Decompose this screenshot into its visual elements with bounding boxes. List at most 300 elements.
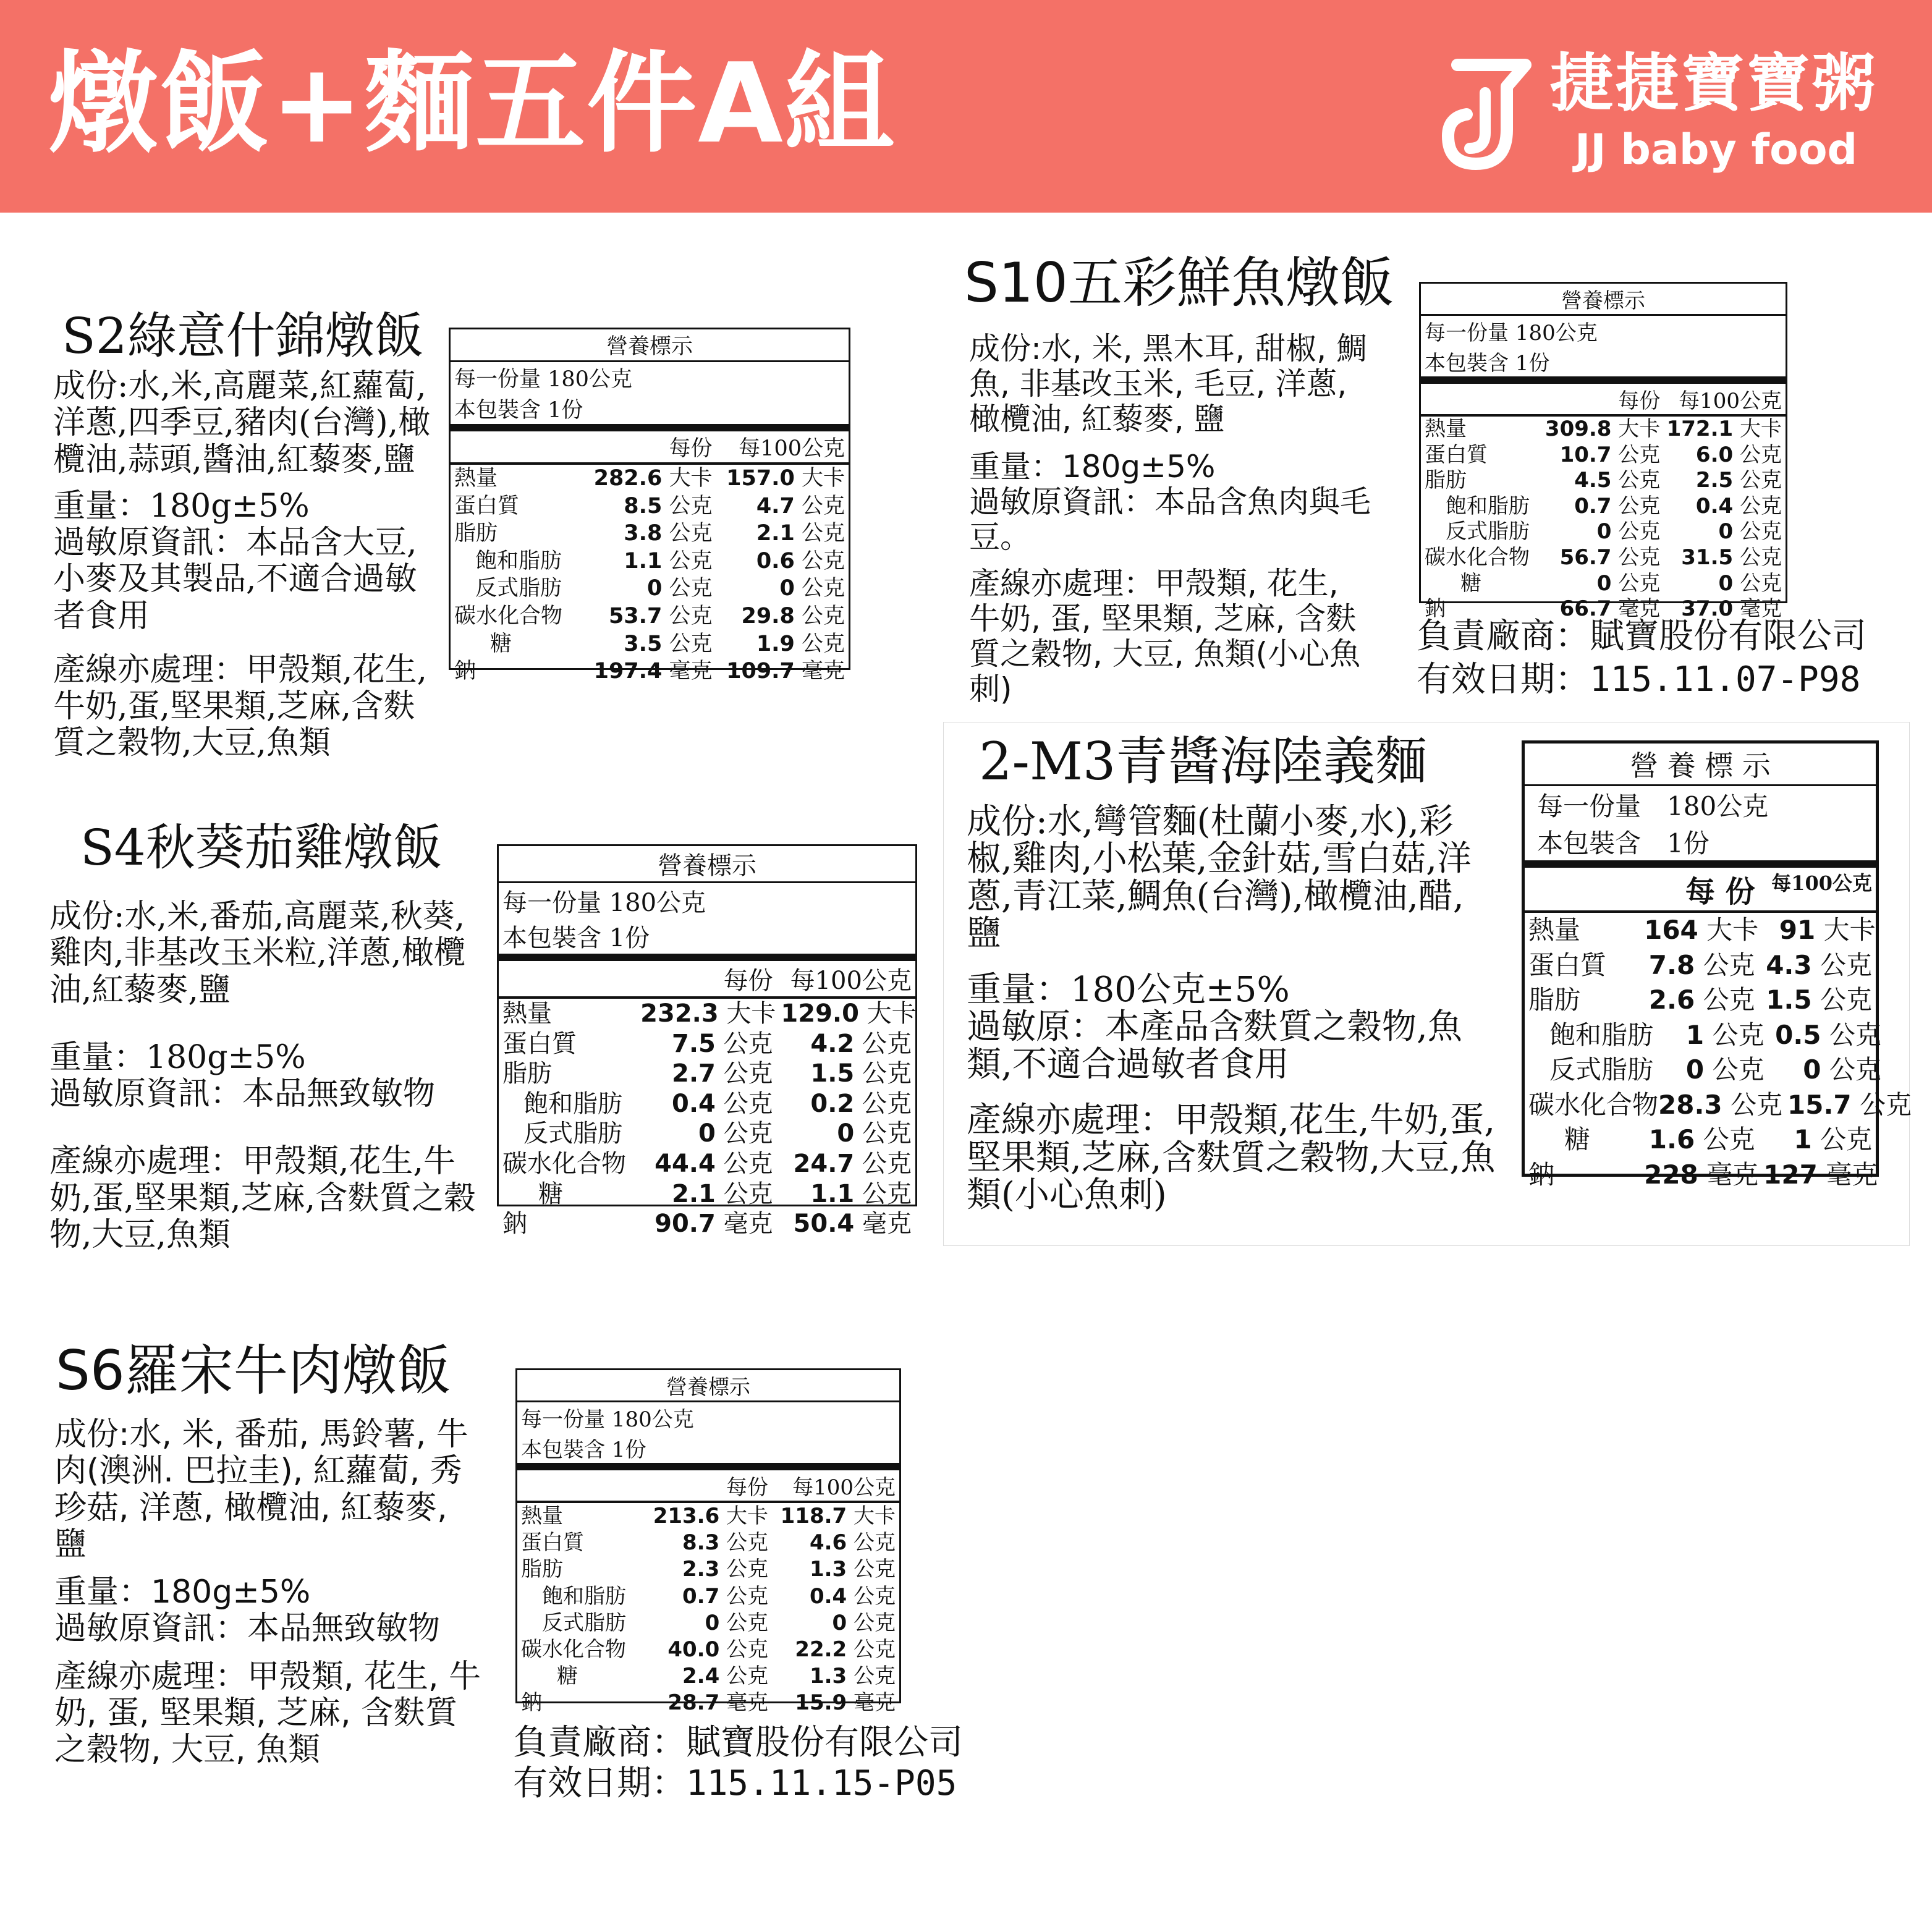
- nutrient-value: 3.8: [624, 521, 663, 546]
- nutrient-unit: 毫克: [723, 1210, 773, 1239]
- nutrient-unit: 公克: [1703, 1124, 1755, 1155]
- per-100g-cell: [1665, 519, 1786, 545]
- nutrient-name: 熱量: [1425, 417, 1467, 441]
- nutrient-unit: 公克: [862, 1059, 912, 1088]
- per-100g-cell: [781, 999, 920, 1029]
- nutrient-name: 碳水化合物: [1425, 544, 1530, 570]
- nutrition-row: [1421, 443, 1786, 468]
- nutrient-unit: 公克: [1739, 493, 1782, 519]
- nutrition-header-row: [451, 431, 849, 465]
- nutrient-value: 0.4: [809, 1583, 847, 1609]
- nutrient-unit: 公克: [1739, 519, 1782, 544]
- per-serving-cell: [1644, 983, 1760, 1018]
- nutrient-name: 熱量: [454, 466, 498, 491]
- servings-per-pack: 本包裝含 1份: [1537, 828, 1710, 858]
- per-100g-cell: [1665, 417, 1786, 443]
- nutrient-unit: 公克: [862, 1149, 912, 1178]
- nutrient-unit: 公克: [669, 576, 713, 601]
- nutrition-row: [1525, 913, 1876, 948]
- per-100g-cell: [717, 465, 849, 493]
- nutrition-rows: [517, 1503, 899, 1717]
- nutrient-unit: 公克: [801, 576, 845, 601]
- product-name-s6: S6羅宋牛肉燉飯: [56, 1339, 451, 1402]
- nutrient-unit: 毫克: [1826, 1159, 1878, 1190]
- product-name-m3: 2-M3青醬海陸義麵: [979, 731, 1428, 792]
- nutrient-value: 0: [1718, 519, 1734, 544]
- nutrient-name: 脂肪: [521, 1557, 563, 1582]
- nutrient-name: 熱量: [1528, 915, 1581, 945]
- per-serving-cell: [586, 493, 718, 520]
- nutrition-row: [1525, 1053, 1881, 1088]
- nutrition-row: [1525, 1122, 1876, 1158]
- per-serving-cell: [640, 1029, 777, 1059]
- per-100g-cell: [778, 1209, 915, 1239]
- nutrient-value: 0: [646, 576, 663, 601]
- per-100g-cell: [778, 1179, 915, 1210]
- serving-size: 每一份量 180公克: [454, 367, 632, 392]
- nutrient-value: 0: [705, 1610, 720, 1635]
- per-100g-cell: [1763, 1158, 1881, 1193]
- nutrient-unit: 公克: [1739, 442, 1782, 467]
- per-100g-cell: [1665, 545, 1786, 571]
- nutrient-value: 22.2: [795, 1637, 847, 1662]
- per-serving-header: 每份: [726, 1475, 769, 1500]
- nutrient-unit: 毫克: [1618, 596, 1661, 622]
- ingredients-s4: 成份:水,米,番茄,高麗菜,秋葵,雞肉,非基改玉米粒,洋蔥,橄欖油,紅藜麥,鹽: [49, 898, 466, 1009]
- nutrition-table-s10: [1419, 282, 1787, 622]
- nutrition-header-row: [499, 961, 915, 999]
- nutrient-value: 0.2: [810, 1089, 855, 1118]
- nutrient-name: 飽和脂肪: [1549, 1019, 1654, 1050]
- nutrient-unit: 大卡: [1823, 915, 1876, 945]
- per-100g-cell: [1760, 983, 1876, 1018]
- nutrient-unit: 公克: [801, 493, 845, 519]
- per-100g-cell: [717, 493, 849, 520]
- per-serving-cell: [640, 999, 781, 1029]
- nutrient-unit: 公克: [1618, 442, 1661, 467]
- nutrient-unit: 公克: [726, 1637, 769, 1662]
- product-info-m3: [967, 803, 1498, 1214]
- nutrient-name: 糖: [1564, 1124, 1591, 1155]
- nutrient-value: 28.3: [1658, 1089, 1722, 1120]
- per-serving-cell: [1545, 545, 1666, 571]
- allergen-s6: 過敏原資訊：本品無致敏物: [54, 1610, 441, 1648]
- serving-size: 每一份量 180公克: [521, 1407, 694, 1432]
- nutrient-unit: 大卡: [1706, 915, 1759, 945]
- nutrient-value: 129.0: [781, 999, 859, 1028]
- nutrient-unit: 公克: [669, 548, 713, 574]
- nutrient-unit: 公克: [1829, 1054, 1881, 1085]
- per-serving-header: 每 份: [1685, 875, 1755, 909]
- nutrient-unit: 毫克: [669, 659, 713, 684]
- nutrition-row: [451, 493, 849, 520]
- nutrition-header-row: [1525, 868, 1876, 913]
- nutrient-name: 鈉: [1425, 596, 1446, 622]
- nutrient-unit: 大卡: [801, 466, 845, 491]
- nutrient-unit: 公克: [1618, 468, 1661, 493]
- ingredients-s10: 成份:水, 米, 黑木耳, 甜椒, 鯛魚, 非基改玉米, 毛豆, 洋蔥, 橄欖油, 紅藜麥, 鹽: [969, 331, 1367, 437]
- product-name-s2: S2綠意什錦燉飯: [62, 307, 424, 365]
- nutrition-row: [499, 1029, 915, 1059]
- per-serving-cell: [640, 1149, 777, 1179]
- serving-info: [1421, 316, 1786, 384]
- nutrient-value: 109.7: [726, 659, 795, 684]
- nutrient-value: 37.0: [1681, 596, 1734, 622]
- nutrient-unit: 公克: [1618, 570, 1661, 596]
- per-serving-cell: [640, 1209, 777, 1239]
- nutrient-value: 53.7: [608, 603, 663, 629]
- nutrient-name: 飽和脂肪: [475, 548, 562, 574]
- nutrient-unit: 公克: [1731, 1089, 1783, 1120]
- nutrient-unit: 公克: [723, 1059, 773, 1088]
- nutrient-name: 糖: [538, 1179, 563, 1208]
- nutrient-unit: 大卡: [669, 466, 713, 491]
- per-100g-cell: [773, 1610, 899, 1637]
- nutrient-unit: 公克: [862, 1089, 912, 1118]
- per-100g-cell: [778, 1149, 915, 1179]
- nutrient-unit: 公克: [1860, 1089, 1912, 1120]
- nutrient-value: 6.0: [1695, 442, 1734, 467]
- nutrition-table-m3: [1522, 740, 1912, 1190]
- nutrient-name: 蛋白質: [454, 493, 520, 519]
- nutrition-row: [451, 465, 849, 493]
- serving-size: 每一份量 180公克: [502, 889, 706, 917]
- nutrient-value: 309.8: [1544, 417, 1612, 441]
- nutrient-unit: 毫克: [726, 1690, 769, 1716]
- nutrient-name: 蛋白質: [1528, 949, 1607, 980]
- per-serving-cell: [1653, 1018, 1769, 1053]
- nutrient-name: 糖: [557, 1664, 578, 1689]
- nutrient-value: 4.3: [1766, 949, 1812, 980]
- nutrient-name: 反式脂肪: [523, 1119, 622, 1148]
- nutrition-title: 營養標示: [517, 1370, 899, 1402]
- per-serving-cell: [640, 1089, 777, 1119]
- per-100g-cell: [1665, 443, 1786, 468]
- per-serving-cell: [1644, 1122, 1760, 1158]
- product-info-s10: [969, 331, 1377, 707]
- nutrient-unit: 公克: [1820, 949, 1872, 980]
- nutrition-row: [499, 1119, 915, 1149]
- nutrient-value: 90.7: [655, 1210, 716, 1239]
- nutrient-unit: 公克: [1820, 985, 1872, 1015]
- per-100g-cell: [778, 1089, 915, 1119]
- servings-per-pack: 本包裝含 1份: [521, 1438, 646, 1462]
- nutrient-value: 44.4: [655, 1149, 716, 1178]
- nutrition-row: [1525, 948, 1876, 983]
- nutrient-value: 56.7: [1559, 544, 1612, 570]
- nutrient-unit: 公克: [669, 493, 713, 519]
- nutrient-value: 1.3: [809, 1664, 847, 1689]
- nutrient-unit: 公克: [801, 603, 845, 629]
- expiry-s10: 有效日期：115.11.07-P98: [1417, 659, 1861, 700]
- nutrient-unit: 大卡: [726, 1504, 769, 1528]
- nutrient-value: 4.2: [810, 1029, 855, 1058]
- per-100g-cell: [717, 603, 849, 630]
- nutrition-row: [451, 630, 849, 658]
- nutrient-value: 1.1: [810, 1179, 855, 1208]
- line-s4: 產線亦處理：甲殼類,花生,牛奶,蛋,堅果類,芝麻,含麩質之穀物,大豆,魚類: [49, 1143, 477, 1253]
- per-serving-cell: [647, 1556, 773, 1583]
- nutrient-value: 282.6: [593, 466, 663, 491]
- nutrient-value: 228: [1644, 1159, 1698, 1190]
- per-100g-cell: [717, 520, 849, 548]
- per-serving-header: 每份: [669, 436, 713, 461]
- nutrition-rows: [1525, 913, 1912, 1192]
- nutrient-value: 172.1: [1666, 417, 1734, 441]
- nutrient-unit: 公克: [853, 1664, 896, 1689]
- nutrition-title: 營養標示: [1421, 284, 1786, 316]
- servings-per-pack: 本包裝含 1份: [1425, 351, 1550, 376]
- nutrient-name: 鈉: [1528, 1159, 1555, 1190]
- nutrient-unit: 公克: [853, 1530, 896, 1556]
- nutrient-value: 1.6: [1648, 1124, 1695, 1155]
- brand-name-en: JJ baby food: [1575, 125, 1858, 174]
- ingredients-s6: 成份:水, 米, 番茄, 馬鈴薯, 牛肉(澳洲. 巴拉圭), 紅蘿蔔, 秀珍菇, 洋蔥, 橄欖油, 紅藜麥, 鹽: [54, 1416, 468, 1563]
- nutrient-value: 40.0: [667, 1637, 720, 1662]
- weight-s2: 重量：180g±5%: [53, 487, 310, 525]
- nutrient-value: 2.6: [1648, 985, 1695, 1015]
- nutrient-name: 蛋白質: [521, 1530, 584, 1556]
- product-name-s10: S10五彩鮮魚燉飯: [964, 251, 1394, 315]
- per-100g-cell: [1665, 494, 1786, 520]
- per-serving-cell: [1644, 913, 1763, 948]
- nutrient-unit: 公克: [726, 1610, 769, 1635]
- per-serving-cell: [647, 1583, 773, 1610]
- nutrient-value: 0.4: [1695, 493, 1734, 519]
- nutrition-row: [1421, 468, 1786, 494]
- serving-info: [1525, 786, 1876, 868]
- allergen-m3: 過敏原：本產品含麩質之穀物,魚類,不適合過敏者食用: [967, 1007, 1462, 1085]
- nutrient-value: 0.7: [682, 1583, 720, 1609]
- nutrient-unit: 公克: [723, 1119, 773, 1148]
- nutrient-unit: 公克: [669, 603, 713, 629]
- nutrient-name: 鈉: [502, 1210, 527, 1239]
- per-serving-cell: [647, 1663, 773, 1690]
- nutrient-value: 1.9: [756, 631, 795, 656]
- nutrient-unit: 大卡: [1618, 417, 1661, 441]
- nutrition-row: [499, 1059, 915, 1089]
- per-100g-cell: [1760, 1122, 1876, 1158]
- nutrient-unit: 公克: [1739, 570, 1782, 596]
- nutrient-name: 脂肪: [1425, 468, 1467, 493]
- expiry-s6: 有效日期：115.11.15-P05: [513, 1763, 957, 1803]
- serving-size: 每一份量 180公克: [1537, 791, 1769, 821]
- nutrient-value: 164: [1644, 915, 1698, 945]
- nutrient-unit: 公克: [1820, 1124, 1872, 1155]
- nutrient-value: 0: [779, 576, 795, 601]
- nutrient-value: 2.3: [682, 1557, 720, 1582]
- nutrition-row: [517, 1503, 899, 1530]
- line-s10: 產線亦處理：甲殼類, 花生, 牛奶, 蛋, 堅果類, 芝麻, 含麩質之穀物, 大豆, 魚類(小心魚刺): [969, 566, 1361, 707]
- per-100g-cell: [773, 1556, 899, 1583]
- per-100g-cell: [778, 1029, 915, 1059]
- nutrient-value: 0: [698, 1119, 716, 1148]
- nutrition-row: [499, 1179, 915, 1210]
- page-title: 燉飯+麵五件A組: [48, 40, 896, 167]
- nutrient-unit: 毫克: [801, 659, 845, 684]
- nutrient-value: 0.7: [1574, 493, 1612, 519]
- nutrition-row: [1421, 519, 1786, 545]
- serving-info: [499, 883, 915, 961]
- per-100g-cell: [1665, 468, 1786, 494]
- per-serving-cell: [1545, 417, 1666, 443]
- nutrient-unit: 公克: [801, 521, 845, 546]
- nutrition-row: [451, 603, 849, 630]
- per-serving-cell: [647, 1610, 773, 1637]
- nutrient-name: 糖: [1460, 570, 1481, 596]
- nutrient-unit: 公克: [1618, 544, 1661, 570]
- per-100g-header: 每100公克: [790, 967, 912, 995]
- nutrient-unit: 公克: [723, 1149, 773, 1178]
- nutrient-value: 8.5: [624, 493, 663, 519]
- nutrient-unit: 公克: [726, 1530, 769, 1556]
- nutrient-unit: 公克: [1712, 1019, 1765, 1050]
- product-info-s2: [53, 368, 443, 762]
- nutrition-row: [499, 1149, 915, 1179]
- nutrient-name: 飽和脂肪: [542, 1583, 626, 1609]
- allergen-s10: 過敏原資訊：本品含魚肉與毛豆。: [969, 484, 1371, 555]
- nutrition-row: [499, 1209, 915, 1239]
- nutrient-value: 7.5: [671, 1029, 716, 1058]
- header-banner: [0, 0, 1932, 213]
- nutrient-unit: 公克: [1703, 949, 1755, 980]
- nutrient-name: 碳水化合物: [454, 603, 563, 629]
- nutrition-title: 營 養 標 示: [1525, 744, 1876, 786]
- weight-s6: 重量：180g±5%: [54, 1574, 311, 1611]
- nutrition-row: [517, 1690, 899, 1716]
- nutrient-unit: 公克: [853, 1583, 896, 1609]
- per-100g-header: 每100公克: [1771, 871, 1872, 895]
- nutrition-row: [517, 1610, 899, 1637]
- nutrient-unit: 公克: [862, 1029, 912, 1058]
- nutrient-unit: 公克: [726, 1664, 769, 1689]
- nutrient-value: 91: [1779, 915, 1816, 945]
- nutrient-unit: 公克: [1739, 544, 1782, 570]
- nutrient-unit: 公克: [1712, 1054, 1765, 1085]
- line-s6: 產線亦處理：甲殼類, 花生, 牛奶, 蛋, 堅果類, 芝麻, 含麩質之穀物, 大豆, 魚類: [54, 1658, 481, 1769]
- nutrient-unit: 公克: [723, 1089, 773, 1118]
- per-100g-cell: [773, 1530, 899, 1556]
- nutrient-value: 4.7: [756, 493, 795, 519]
- nutrient-value: 0: [1718, 570, 1734, 596]
- per-serving-cell: [586, 548, 718, 575]
- per-100g-cell: [773, 1663, 899, 1690]
- nutrition-header-row: [517, 1470, 899, 1503]
- nutrient-unit: 毫克: [862, 1210, 912, 1239]
- nutrition-row: [1525, 1018, 1881, 1053]
- nutrient-value: 157.0: [726, 466, 795, 491]
- nutrient-value: 1.5: [1766, 985, 1812, 1015]
- nutrition-row: [1525, 1158, 1876, 1193]
- nutrient-value: 1.3: [809, 1557, 847, 1582]
- nutrition-title: 營養標示: [499, 846, 915, 883]
- nutrient-value: 4.5: [1574, 468, 1612, 493]
- per-serving-cell: [647, 1503, 773, 1530]
- nutrition-row: [1421, 571, 1786, 597]
- nutrient-value: 0.5: [1775, 1019, 1821, 1050]
- nutrient-name: 熱量: [502, 999, 552, 1028]
- brand-name-cn: 捷捷寶寶粥: [1550, 47, 1878, 121]
- allergen-s2: 過敏原資訊：本品含大豆,小麥及其製品,不適合過敏者食用: [53, 524, 417, 635]
- servings-per-pack: 本包裝含 1份: [454, 398, 583, 423]
- nutrient-name: 糖: [490, 631, 512, 656]
- nutrient-unit: 公克: [1829, 1019, 1881, 1050]
- nutrient-value: 127: [1763, 1159, 1818, 1190]
- nutrition-row: [499, 999, 915, 1029]
- manufacturer-s10: 負責廠商：賦寶股份有限公司: [1417, 616, 1866, 656]
- nutrient-unit: 公克: [669, 521, 713, 546]
- per-100g-header: 每100公克: [1679, 389, 1782, 413]
- nutrient-unit: 大卡: [853, 1504, 896, 1528]
- nutrient-name: 蛋白質: [502, 1029, 577, 1058]
- nutrient-name: 脂肪: [454, 521, 498, 546]
- per-100g-header: 每100公克: [739, 436, 845, 461]
- nutrient-value: 28.7: [667, 1690, 720, 1716]
- jj-logo-icon: [1433, 49, 1556, 173]
- per-serving-cell: [1545, 443, 1666, 468]
- nutrient-value: 15.7: [1787, 1089, 1852, 1120]
- nutrient-name: 碳水化合物: [502, 1149, 626, 1178]
- per-serving-cell: [640, 1179, 777, 1210]
- nutrient-value: 2.4: [682, 1664, 720, 1689]
- per-serving-cell: [1545, 571, 1666, 597]
- per-serving-cell: [586, 465, 718, 493]
- per-100g-cell: [1760, 948, 1876, 983]
- nutrient-value: 1.5: [810, 1059, 855, 1088]
- nutrient-name: 飽和脂肪: [523, 1089, 622, 1118]
- nutrient-value: 7.8: [1648, 949, 1695, 980]
- nutrient-name: 反式脂肪: [1446, 519, 1530, 544]
- line-m3: 產線亦處理：甲殼類,花生,牛奶,蛋,堅果類,芝麻,含麩質之穀物,大豆,魚類(小心魚刺): [967, 1100, 1496, 1216]
- weight-s10: 重量：180g±5%: [969, 449, 1216, 485]
- per-100g-cell: [717, 548, 849, 575]
- per-serving-cell: [1653, 1053, 1769, 1088]
- nutrient-unit: 大卡: [1739, 417, 1782, 441]
- nutrient-unit: 公克: [723, 1029, 773, 1058]
- nutrient-name: 熱量: [521, 1504, 563, 1528]
- nutrient-value: 29.8: [741, 603, 795, 629]
- nutrient-unit: 公克: [726, 1557, 769, 1582]
- per-100g-cell: [773, 1583, 899, 1610]
- nutrition-row: [517, 1663, 899, 1690]
- nutrient-name: 反式脂肪: [475, 576, 562, 601]
- per-serving-cell: [586, 658, 718, 685]
- nutrition-row: [499, 1089, 915, 1119]
- per-100g-cell: [1787, 1088, 1915, 1123]
- per-serving-cell: [1644, 948, 1760, 983]
- per-serving-cell: [586, 575, 718, 603]
- nutrition-row: [451, 575, 849, 603]
- nutrient-name: 蛋白質: [1425, 442, 1488, 467]
- nutrient-name: 鈉: [454, 659, 477, 684]
- nutrient-value: 0.4: [671, 1089, 716, 1118]
- nutrition-title: 營養標示: [451, 329, 849, 362]
- nutrient-value: 4.6: [809, 1530, 847, 1556]
- nutrient-value: 24.7: [793, 1149, 855, 1178]
- nutrition-row: [451, 658, 849, 685]
- per-100g-cell: [773, 1503, 899, 1530]
- nutrient-unit: 公克: [853, 1637, 896, 1662]
- nutrient-name: 飽和脂肪: [1446, 493, 1530, 519]
- per-100g-cell: [1769, 1053, 1884, 1088]
- allergen-s4: 過敏原資訊：本品無致敏物: [49, 1075, 436, 1113]
- nutrient-value: 1.1: [624, 548, 663, 574]
- nutrient-name: 脂肪: [1528, 985, 1581, 1015]
- nutrient-value: 2.1: [756, 521, 795, 546]
- nutrition-row: [517, 1530, 899, 1556]
- per-serving-cell: [647, 1690, 773, 1716]
- nutrition-rows: [1421, 417, 1786, 622]
